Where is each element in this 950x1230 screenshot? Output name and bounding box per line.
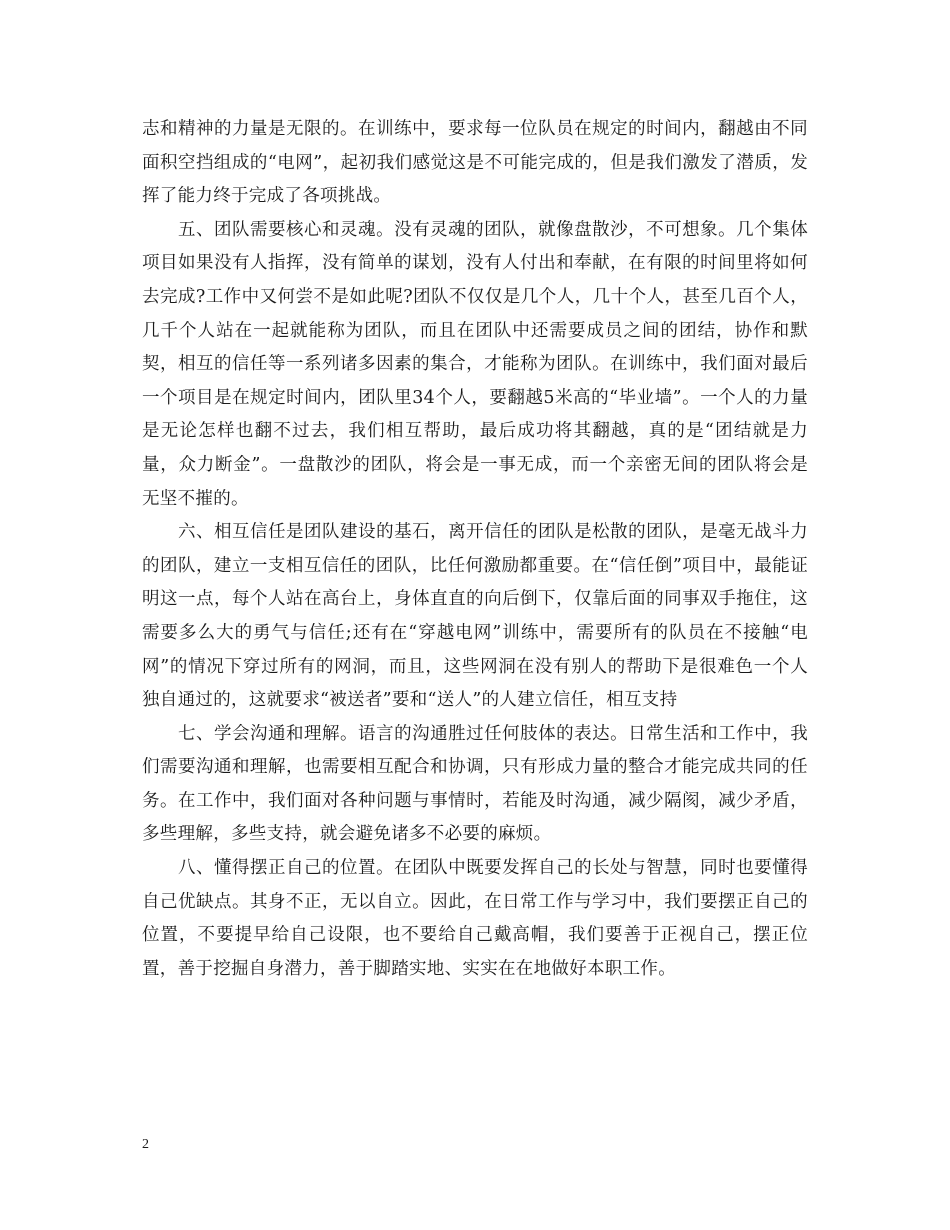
paragraph-team-core-soul: 五、团队需要核心和灵魂。没有灵魂的团队，就像盘散沙，不可想象。几个集体项目如果没有人指挥，没有简单的谋划，没有人付出和奉献，在有限的时间里将如何去完成?工作中又何尝不是如此呢?团队不仅仅是几个人，几十个人，甚至几百个人，几千个人站在一起就能称为团队，而且在团队中还需要成员之间的团结，协作和默契，相互的信任等一系列诸多因素的集合，才能称为团队。在训练中，我们面对最后一个项目是在规定时间内，团队里34个人，要翻越5米高的“毕业墙”。一个人的力量是无论怎样也翻不过去，我们相互帮助，最后成功将其翻越，真的是“团结就是力量，众力断金”。一盘散沙的团队，将会是一事无成，而一个亲密无间的团队将会是无坚不摧的。 [142,219,808,509]
page-number: 2 [142,1137,149,1152]
paragraph-mutual-trust: 六、相互信任是团队建设的基石，离开信任的团队是松散的团队，是毫无战斗力的团队，建立一支相互信任的团队，比任何激励都重要。在“信任倒”项目中，最能证明这一点，每个人站在高台上，身体直直的向后倒下，仅靠后面的同事双手拖住，这需要多么大的勇气与信任;还有在“穿越电网”训练中，需要所有的队员在不接触“电网”的情况下穿过所有的网洞，而且，这些网洞在没有别人的帮助下是很难色一个人独自通过的，这就要求“被送者”要和“送人”的人建立信任，相互支持 [142,522,808,711]
paragraph-continuation: 志和精神的力量是无限的。在训练中，要求每一位队员在规定的时间内，翻越由不同面积空挡组成的“电网”，起初我们感觉这是不可能完成的，但是我们激发了潜质，发挥了能力终于完成了各项挑战。 [142,119,808,207]
paragraph-communication: 七、学会沟通和理解。语言的沟通胜过任何肢体的表达。日常生活和工作中，我们需要沟通和理解，也需要相互配合和协调，只有形成力量的整合才能完成共同的任务。在工作中，我们面对各种问题与事情时，若能及时沟通，减少隔阂，减少矛盾，多些理解，多些支持，就会避免诸多不必要的麻烦。 [142,723,808,845]
document-body [142,113,808,986]
paragraph-self-position: 八、懂得摆正自己的位置。在团队中既要发挥自己的长处与智慧，同时也要懂得自己优缺点。其身不正，无以自立。因此，在日常工作与学习中，我们要摆正自己的位置，不要提早给自己设限，也不要给自己戴高帽，我们要善于正视自己，摆正位置，善于挖掘自身潜力，善于脚踏实地、实实在在地做好本职工作。 [142,858,808,979]
